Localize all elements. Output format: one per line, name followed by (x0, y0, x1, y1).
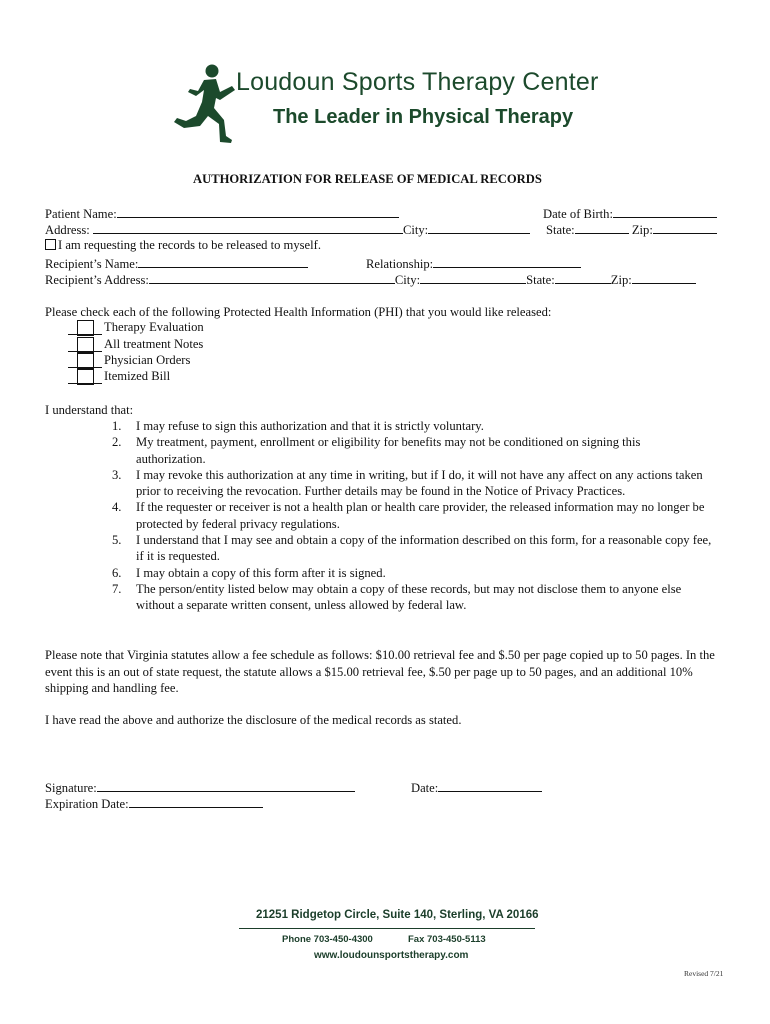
recipient-address-label: Recipient’s Address: (45, 273, 149, 287)
address-field[interactable] (93, 221, 403, 234)
list-item-text: I understand that I may see and obtain a copy of the information described on this form, for a reasonable copy fee, if it is requested. (136, 533, 712, 564)
phi-checkbox[interactable] (68, 369, 104, 384)
form-title: AUTHORIZATION FOR RELEASE OF MEDICAL RECORDS (193, 172, 542, 186)
address-label: Address: (45, 223, 90, 237)
relationship-row (366, 255, 581, 272)
expiration-label: Expiration Date: (45, 797, 129, 811)
understanding-list (112, 418, 712, 614)
footer-phone: Phone 703-450-4300 (282, 934, 373, 945)
address-row (45, 221, 530, 238)
footer-address: 21251 Ridgetop Circle, Suite 140, Sterling, VA 20166 (256, 909, 539, 921)
state-zip-row (546, 221, 717, 238)
footer-fax: Fax 703-450-5113 (408, 934, 486, 945)
state-label: State: (546, 223, 575, 237)
relationship-label: Relationship: (366, 257, 434, 271)
phi-option-label: Physician Orders (104, 353, 191, 367)
dob-label: Date of Birth: (543, 207, 613, 221)
list-item (112, 532, 712, 565)
signature-label: Signature: (45, 781, 97, 795)
recipient-city-field[interactable] (420, 271, 526, 284)
logo (170, 62, 242, 144)
list-item-text: My treatment, payment, enrollment or eligibility for benefits may not be conditioned on signing this authorization. (136, 435, 641, 466)
recipient-name-field[interactable] (138, 255, 308, 268)
self-request-row (45, 238, 321, 253)
list-item (112, 418, 712, 434)
signature-row (45, 779, 355, 796)
list-item-text: I may revoke this authorization at any time in writing, but if I do, it will not have any affect on any actions taken prior to receiving the revocation. Further details may be found in the Notice of Privacy Practices. (136, 467, 703, 499)
list-item (112, 565, 712, 581)
city-field[interactable] (428, 221, 530, 234)
list-item-number: 5. (112, 533, 122, 548)
list-item (112, 499, 712, 532)
list-item-text: I may refuse to sign this authorization and that it is strictly voluntary. (136, 419, 484, 433)
footer-divider (239, 928, 535, 929)
patient-name-field[interactable] (117, 205, 399, 218)
zip-label: Zip: (631, 223, 653, 237)
phi-intro: Please check each of the following Protected Health Information (PHI) that you would like released: (45, 305, 552, 319)
zip-field[interactable] (653, 221, 717, 234)
recipient-name-row (45, 255, 308, 272)
list-item-number: 6. (112, 565, 122, 580)
list-item-number: 4. (112, 500, 122, 515)
self-request-checkbox[interactable] (45, 239, 56, 250)
phi-checkbox[interactable] (68, 353, 104, 368)
self-request-label: I am requesting the records to be released to myself. (58, 238, 321, 252)
list-item-number: 3. (112, 467, 122, 482)
tagline: The Leader in Physical Therapy (273, 106, 574, 128)
list-item-text: I may obtain a copy of this form after it is signed. (136, 565, 386, 580)
list-item (112, 467, 712, 500)
phi-option-label: All treatment Notes (104, 337, 204, 351)
recipient-zip-label: Zip: (610, 273, 632, 287)
date-row (411, 779, 542, 796)
signature-field[interactable] (97, 779, 355, 792)
list-item-text: The person/entity listed below may obtain a copy of these records, but may not disclose them to anyone else without a separate written consent, unless allowed by federal law. (136, 581, 682, 613)
phi-option-label: Itemized Bill (104, 369, 171, 383)
city-label: City: (402, 223, 429, 237)
list-item-number: 1. (112, 419, 122, 433)
dob-field[interactable] (613, 205, 717, 218)
expiration-row (45, 795, 263, 812)
date-label: Date: (411, 781, 439, 795)
understanding-intro: I understand that: (45, 403, 134, 417)
date-field[interactable] (438, 779, 542, 792)
dob-row (543, 205, 717, 222)
fee-note: Please note that Virginia statutes allow a fee schedule as follows: $10.00 retrieval fee and $.50 per page copied up to 50 pages. In the event this is an out of state request, the statute allows a $15.00 retrieval fee, $.50 per page up to 50 pages, and an additional 10% shipping and handling fee. (45, 648, 715, 695)
brand-name: Loudoun Sports Therapy Center (236, 68, 599, 96)
list-item (112, 581, 712, 614)
running-man-icon (170, 62, 242, 144)
list-item-number: 7. (112, 581, 122, 596)
phi-checkbox[interactable] (68, 337, 104, 352)
list-item (112, 434, 712, 467)
authorize-statement: I have read the above and authorize the disclosure of the medical records as stated. (45, 713, 462, 727)
recipient-zip-field[interactable] (632, 271, 696, 284)
revised-date: Revised 7/21 (684, 969, 724, 978)
state-field[interactable] (575, 221, 629, 234)
recipient-state-label: State: (526, 273, 555, 287)
phi-option-label: Therapy Evaluation (104, 320, 204, 334)
list-item-text: If the requester or receiver is not a health plan or health care provider, the released information may no longer be protected by federal privacy regulations. (136, 500, 705, 531)
recipient-address-row (45, 271, 696, 288)
recipient-address-field[interactable] (149, 271, 395, 284)
patient-name-row (45, 205, 399, 222)
recipient-city-label: City: (394, 273, 421, 287)
footer-website[interactable]: www.loudounsportstherapy.com (314, 950, 469, 961)
relationship-field[interactable] (433, 255, 581, 268)
phi-checkbox[interactable] (68, 320, 104, 335)
expiration-field[interactable] (129, 795, 263, 808)
list-item-number: 2. (112, 435, 122, 450)
recipient-name-label: Recipient’s Name: (45, 257, 139, 271)
recipient-state-field[interactable] (555, 271, 611, 284)
patient-name-label: Patient Name: (45, 207, 117, 221)
